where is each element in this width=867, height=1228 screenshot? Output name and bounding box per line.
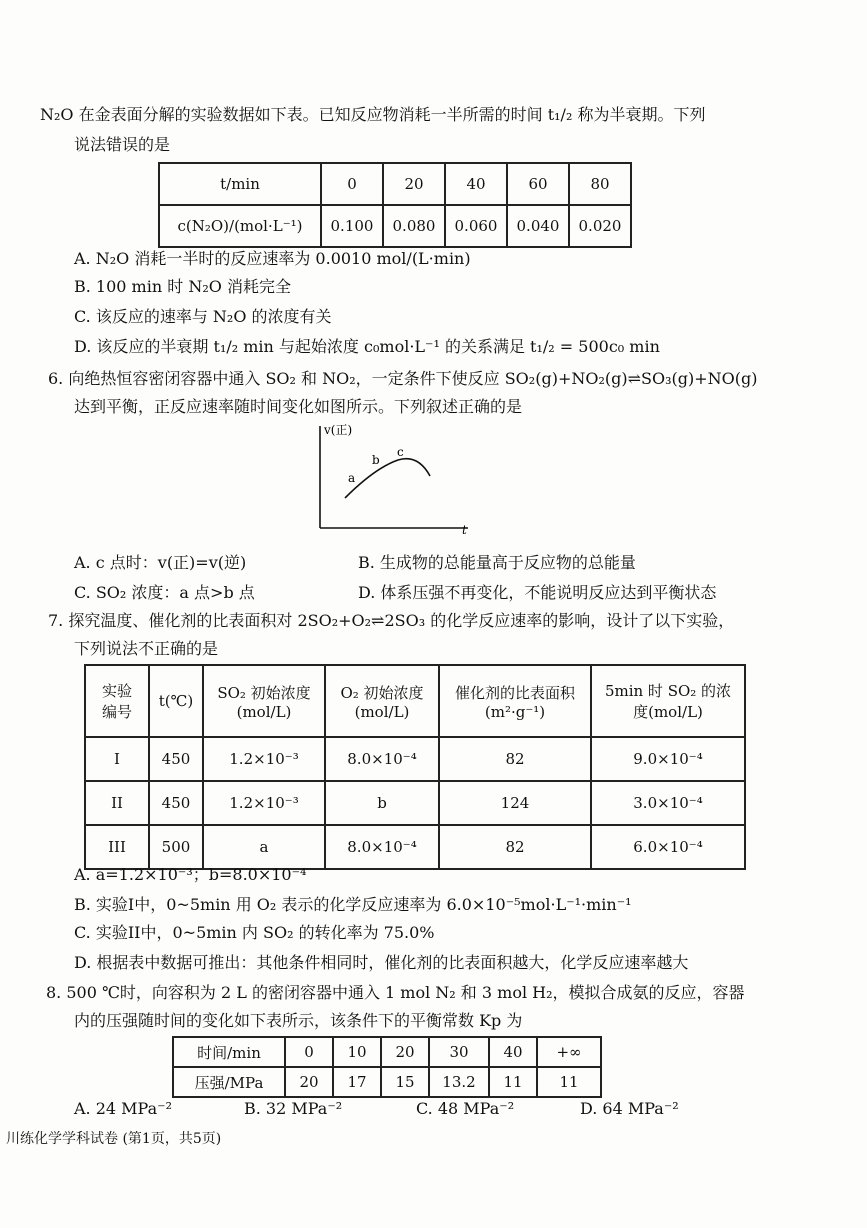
table-row	[173, 1037, 601, 1067]
table-cell: 124	[439, 781, 591, 825]
q6-option-c: C. SO₂ 浓度：a 点>b 点	[74, 583, 255, 602]
table-cell: 40	[489, 1037, 537, 1067]
table-cell: 9.0×10⁻⁴	[591, 737, 745, 781]
q6-rate-graph	[310, 418, 480, 538]
table-cell: 13.2	[429, 1067, 489, 1097]
table-cell: b	[325, 781, 439, 825]
header-text: 实验	[101, 682, 132, 700]
table-cell: II	[85, 781, 149, 825]
q8-table	[172, 1036, 602, 1098]
table-cell: 0.100	[321, 205, 383, 247]
q5-stem-line1	[40, 104, 705, 126]
q6-stem-line1: 6. 向绝热恒容密闭容器中通入 SO₂ 和 NO₂，一定条件下使反应 SO₂(g)+NO₂(g)⇌SO₃(g)+NO(g)	[48, 369, 758, 388]
header-text: (mol/L)	[354, 702, 410, 721]
table-cell: 时间/min	[173, 1037, 285, 1067]
table-cell: 11	[489, 1067, 537, 1097]
table-cell: c(N₂O)/(mol·L⁻¹)	[159, 205, 321, 247]
header-cell	[325, 665, 439, 737]
table-header-row	[85, 665, 745, 737]
table-cell: 1.2×10⁻³	[203, 781, 325, 825]
q7-table	[84, 664, 746, 870]
table-cell: 20	[285, 1067, 333, 1097]
table-cell: 0.020	[569, 205, 631, 247]
table-cell: 30	[429, 1037, 489, 1067]
table-cell: 8.0×10⁻⁴	[325, 737, 439, 781]
table-cell: 0.060	[445, 205, 507, 247]
table-cell: 60	[507, 163, 569, 205]
q8-option-b: B. 32 MPa⁻²	[244, 1099, 343, 1118]
header-text: O₂ 初始浓度	[340, 683, 424, 702]
table-cell: 0.080	[383, 205, 445, 247]
q8-option-a: A. 24 MPa⁻²	[74, 1099, 172, 1118]
point-label-a: a	[348, 471, 356, 485]
q5-option-a: A. N₂O 消耗一半时的反应速率为 0.0010 mol/(L·min)	[74, 249, 471, 268]
y-axis-label: v(正)	[324, 423, 353, 437]
q8-option-d: D. 64 MPa⁻²	[580, 1099, 679, 1118]
q7-option-c: C. 实验II中，0~5min 内 SO₂ 的转化率为 75.0%	[74, 923, 435, 942]
table-cell: 82	[439, 737, 591, 781]
header-text: (m²·g⁻¹)	[484, 702, 546, 721]
header-text: 度(mol/L)	[633, 703, 703, 721]
q7-option-a: A. a=1.2×10⁻³；b=8.0×10⁻⁴	[74, 865, 307, 884]
table-cell: 0	[321, 163, 383, 205]
table-cell: 11	[537, 1067, 601, 1097]
header-text: SO₂ 初始浓度	[217, 683, 311, 702]
q8-stem-line1: 8. 500 ℃时，向容积为 2 L 的密闭容器中通入 1 mol N₂ 和 3 mol H₂，模拟合成氨的反应，容器	[46, 983, 745, 1002]
table-cell: 15	[381, 1067, 429, 1097]
q8-stem-line2: 内的压强随时间的变化如下表所示，该条件下的平衡常数 Kp 为	[74, 1011, 523, 1030]
q5-stem-text: N₂O 在金表面分解的实验数据如下表。已知反应物消耗一半所需的时间 t₁/₂ 称为半衰期。下列	[40, 105, 706, 124]
table-cell: t/min	[159, 163, 321, 205]
q5-option-c: C. 该反应的速率与 N₂O 的浓度有关	[74, 307, 332, 326]
q6-option-a: A. c 点时：v(正)=v(逆)	[74, 553, 247, 572]
rate-curve	[345, 459, 430, 498]
q5-option-b: B. 100 min 时 N₂O 消耗完全	[74, 277, 291, 296]
q6-option-d: D. 体系压强不再变化，不能说明反应达到平衡状态	[358, 583, 717, 602]
table-cell: 450	[149, 737, 203, 781]
header-cell	[149, 665, 203, 737]
table-row	[173, 1067, 601, 1097]
point-label-c: c	[397, 445, 404, 459]
table-cell: a	[203, 825, 325, 869]
q6-stem-line2: 达到平衡，正反应速率随时间变化如图所示。下列叙述正确的是	[74, 397, 523, 416]
table-cell: 82	[439, 825, 591, 869]
q5-stem-line2: 说法错误的是	[74, 135, 171, 154]
header-cell	[439, 665, 591, 737]
table-cell: 40	[445, 163, 507, 205]
q6-option-b: B. 生成物的总能量高于反应物的总能量	[358, 553, 636, 572]
table-cell: I	[85, 737, 149, 781]
header-text: 编号	[101, 703, 132, 721]
header-cell	[85, 665, 149, 737]
table-cell: 1.2×10⁻³	[203, 737, 325, 781]
q7-stem-line2: 下列说法不正确的是	[74, 639, 219, 658]
x-axis-label: t	[462, 523, 467, 537]
table-cell: 8.0×10⁻⁴	[325, 825, 439, 869]
table-cell: 压强/MPa	[173, 1067, 285, 1097]
page-footer: 川练化学学科试卷 (第1页，共5页)	[6, 1131, 222, 1147]
table-cell: 20	[383, 163, 445, 205]
table-row	[159, 163, 631, 205]
header-text: t(℃)	[158, 692, 194, 710]
table-cell: +∞	[537, 1037, 601, 1067]
q8-option-c: C. 48 MPa⁻²	[416, 1099, 515, 1118]
table-cell: 6.0×10⁻⁴	[591, 825, 745, 869]
table-row	[85, 737, 745, 781]
table-cell: 3.0×10⁻⁴	[591, 781, 745, 825]
q7-stem-line1: 7. 探究温度、催化剂的比表面积对 2SO₂+O₂⇌2SO₃ 的化学反应速率的影响，设计了以下实验，	[48, 611, 735, 630]
header-cell	[203, 665, 325, 737]
table-cell: 0	[285, 1037, 333, 1067]
q5-option-d: D. 该反应的半衰期 t₁/₂ min 与起始浓度 c₀mol·L⁻¹ 的关系满足 t₁/₂ = 500c₀ min	[74, 337, 660, 356]
header-cell	[591, 665, 745, 737]
table-cell: 17	[333, 1067, 381, 1097]
table-row	[85, 781, 745, 825]
table-cell: 20	[381, 1037, 429, 1067]
table-cell: 10	[333, 1037, 381, 1067]
table-cell: 0.040	[507, 205, 569, 247]
q7-option-b: B. 实验I中，0~5min 用 O₂ 表示的化学反应速率为 6.0×10⁻⁵mol·L⁻¹·min⁻¹	[74, 895, 632, 914]
q5-table	[158, 162, 632, 248]
table-row	[85, 825, 745, 869]
header-text: 5min 时 SO₂ 的浓	[604, 682, 732, 700]
table-cell: 500	[149, 825, 203, 869]
table-cell: III	[85, 825, 149, 869]
point-label-b: b	[372, 453, 380, 467]
table-cell: 450	[149, 781, 203, 825]
table-cell: 80	[569, 163, 631, 205]
header-text: (mol/L)	[236, 702, 292, 721]
header-text: 催化剂的比表面积	[454, 683, 575, 702]
q7-option-d: D. 根据表中数据可推出：其他条件相同时，催化剂的比表面积越大，化学反应速率越大	[74, 953, 689, 972]
table-row	[159, 205, 631, 247]
